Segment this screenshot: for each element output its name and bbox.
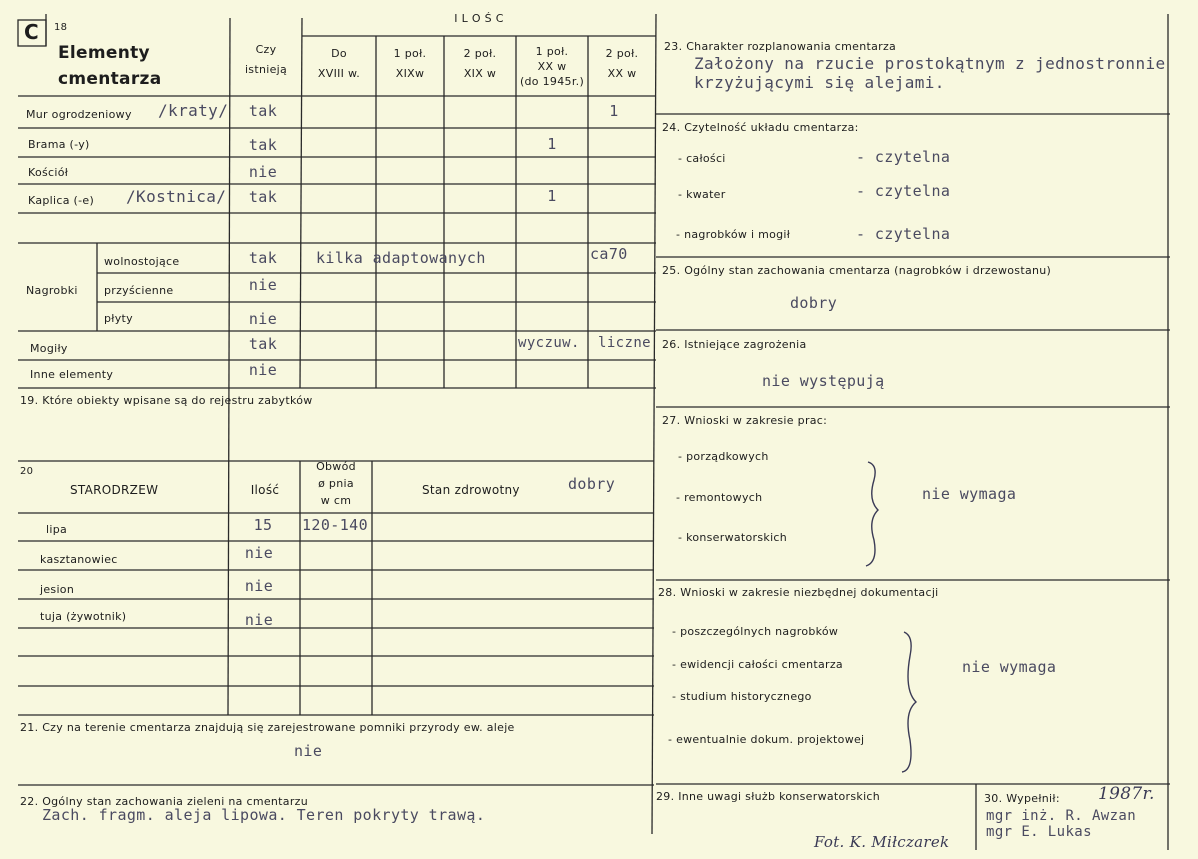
starodrzew-row-3-ilosc: nie bbox=[244, 577, 274, 595]
nagrobki-wolnostojace-note: kilka adaptowanych bbox=[316, 249, 486, 267]
starodrzew-row-4-name: tuja (żywotnik) bbox=[40, 610, 127, 623]
inne-elementy-label: Inne elementy bbox=[30, 368, 114, 381]
section-28-item-1: - poszczególnych nagrobków bbox=[672, 625, 839, 638]
nagrobki-wolnostojace-czy: tak bbox=[248, 249, 278, 267]
mogily-note-1: wyczuw. bbox=[518, 335, 580, 351]
section-27-item-2: - remontowych bbox=[676, 491, 763, 504]
elements-title: Elementy cmentarza bbox=[58, 43, 162, 89]
period-header-1: Do XVIII w. bbox=[317, 47, 361, 80]
starodrzew-row-1-obwod: 120-140 bbox=[302, 516, 369, 534]
section-21-label: 21. Czy na terenie cmentarza znajdują się zarejestrowane pomniki przyrody ew. aleje bbox=[20, 721, 515, 734]
starodrzew-row-1-ilosc: 15 bbox=[253, 516, 273, 534]
starodrzew-stan-value: dobry bbox=[568, 475, 616, 493]
row-kaplica-label: Kaplica (-e) bbox=[28, 194, 95, 207]
mogily-label: Mogiły bbox=[30, 342, 68, 355]
nagrobki-plyty-label: płyty bbox=[104, 312, 133, 325]
section-26-label: 26. Istniejące zagrożenia bbox=[662, 338, 807, 351]
period-header-2: 1 poł. XIXw bbox=[393, 47, 427, 80]
section-30-label: 30. Wypełnił: bbox=[984, 792, 1060, 805]
section-28-item-3: - studium historycznego bbox=[672, 690, 812, 703]
section-24-row-2-value: - czytelna bbox=[856, 182, 951, 200]
section-27-value: nie wymaga bbox=[922, 485, 1017, 503]
starodrzew-row-1-name: lipa bbox=[46, 523, 68, 536]
section-28-item-2: - ewidencji całości cmentarza bbox=[672, 658, 843, 671]
row-kaplica-period4: 1 bbox=[547, 187, 557, 205]
czy-istnieja-header: Czy istnieją bbox=[244, 43, 288, 76]
section-30-name-1: mgr inż. R. Awzan bbox=[986, 808, 1137, 824]
section-24-row-3-value: - czytelna bbox=[856, 225, 951, 243]
section-27-item-3: - konserwatorskich bbox=[678, 531, 788, 544]
card-number: 18 bbox=[54, 22, 68, 33]
section-29-label: 29. Inne uwagi służb konserwatorskich bbox=[656, 790, 881, 803]
section-24-row-3-label: - nagrobków i mogił bbox=[676, 228, 791, 241]
row-kosciol-czy: nie bbox=[248, 163, 278, 181]
photographer-signature: Fot. K. Miłczarek bbox=[814, 833, 950, 851]
section-23-line-2: krzyżującymi się alejami. bbox=[694, 73, 945, 92]
section-24-row-1-value: - czytelna bbox=[856, 148, 951, 166]
starodrzew-row-2-ilosc: nie bbox=[244, 544, 274, 562]
mogily-note-2: liczne bbox=[598, 335, 651, 351]
period-header-4: 1 poł. XX w (do 1945r.) bbox=[519, 45, 585, 88]
mogily-czy: tak bbox=[248, 335, 278, 353]
section-30-name-2: mgr E. Lukas bbox=[986, 824, 1092, 840]
row-brama-czy: tak bbox=[248, 136, 278, 154]
starodrzew-row-4-ilosc: nie bbox=[244, 611, 274, 629]
section-21-value: nie bbox=[294, 742, 323, 760]
nagrobki-przyscienne-czy: nie bbox=[248, 276, 278, 294]
row-kaplica-czy: tak bbox=[248, 188, 278, 206]
section-28-label: 28. Wnioski w zakresie niezbędnej dokumentacji bbox=[658, 586, 939, 599]
starodrzew-ilosc-header: Ilość bbox=[250, 483, 280, 497]
section-26-value: nie występują bbox=[762, 372, 885, 390]
section-25-label: 25. Ogólny stan zachowania cmentarza (nagrobków i drzewostanu) bbox=[662, 264, 1052, 277]
section-22-value: Zach. fragm. aleja lipowa. Teren pokryty trawą. bbox=[42, 806, 486, 824]
section-20-number: 20 bbox=[20, 466, 34, 477]
inne-elementy-czy: nie bbox=[248, 361, 278, 379]
section-27-item-1: - porządkowych bbox=[678, 450, 769, 463]
ilosc-header: I L O Ś C bbox=[454, 12, 504, 25]
row-brama-period4: 1 bbox=[547, 135, 557, 153]
starodrzew-stan-header: Stan zdrowotny bbox=[422, 483, 520, 497]
nagrobki-wolnostojace-label: wolnostojące bbox=[104, 255, 180, 268]
section-24-row-1-label: - całości bbox=[678, 152, 726, 165]
starodrzew-row-3-name: jesion bbox=[40, 583, 75, 596]
section-24-label: 24. Czytelność układu cmentarza: bbox=[662, 121, 859, 134]
section-28-value: nie wymaga bbox=[962, 658, 1057, 676]
row-mur-period5: 1 bbox=[609, 102, 619, 120]
nagrobki-wolnostojace-count: ca70 bbox=[590, 245, 628, 263]
section-23-label: 23. Charakter rozplanowania cmentarza bbox=[664, 40, 897, 53]
section-23-line-1: Założony na rzucie prostokątnym z jednostronnie bbox=[694, 54, 1166, 73]
nagrobki-plyty-czy: nie bbox=[248, 310, 278, 328]
period-header-5: 2 poł. XX w bbox=[605, 47, 639, 80]
section-25-value: dobry bbox=[790, 294, 838, 312]
starodrzew-header: STARODRZEW bbox=[70, 483, 159, 497]
row-mur-added: /kraty/ bbox=[158, 101, 229, 120]
starodrzew-obwod-header: Obwód ø pnia w cm bbox=[316, 460, 356, 507]
row-brama-label: Brama (-y) bbox=[28, 138, 90, 151]
starodrzew-row-2-name: kasztanowiec bbox=[40, 553, 118, 566]
row-mur-label: Mur ogrodzeniowy bbox=[26, 108, 132, 121]
row-kosciol-label: Kościół bbox=[28, 166, 69, 179]
row-mur-czy: tak bbox=[248, 102, 278, 120]
section-27-label: 27. Wnioski w zakresie prac: bbox=[662, 414, 828, 427]
period-header-3: 2 poł. XIX w bbox=[463, 47, 497, 80]
section-30-date: 1987r. bbox=[1098, 784, 1155, 804]
card-letter: C bbox=[24, 20, 39, 44]
row-kaplica-added: /Kostnica/ bbox=[126, 187, 227, 206]
section-19-label: 19. Które obiekty wpisane są do rejestru zabytków bbox=[20, 394, 313, 407]
nagrobki-label: Nagrobki bbox=[26, 284, 78, 297]
nagrobki-przyscienne-label: przyścienne bbox=[104, 284, 174, 297]
section-28-item-4: - ewentualnie dokum. projektowej bbox=[668, 733, 865, 746]
section-24-row-2-label: - kwater bbox=[678, 188, 726, 201]
section-22-label: 22. Ogólny stan zachowania zieleni na cmentarzu bbox=[20, 795, 308, 808]
